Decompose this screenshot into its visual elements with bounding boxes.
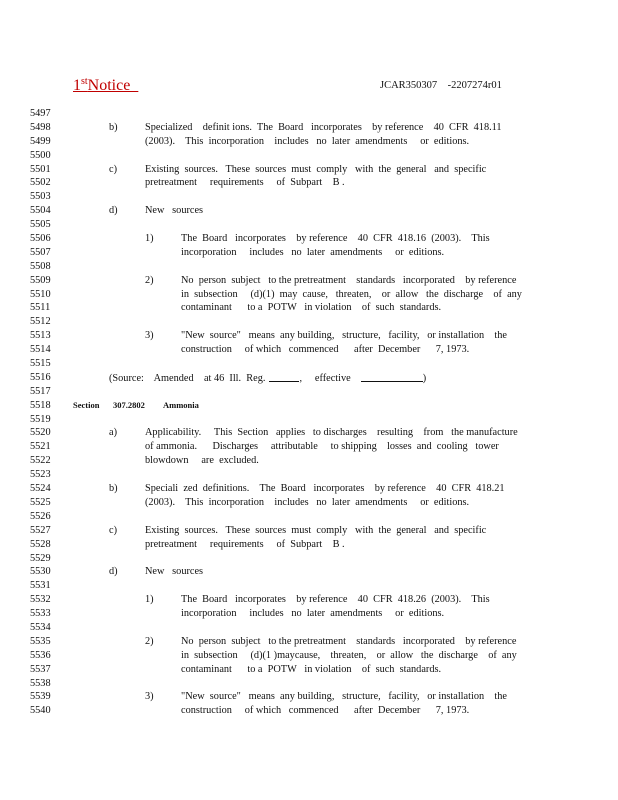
document-line bbox=[0, 176, 618, 190]
line-number: 5528 bbox=[30, 538, 51, 550]
line-number: 5520 bbox=[30, 427, 51, 439]
line-text: incorporation includes no later amendments or editions. bbox=[181, 246, 445, 258]
line-number: 5517 bbox=[30, 385, 51, 397]
section-label: Section bbox=[73, 399, 100, 410]
line-text: "New source" means any building, structure, facility, or installation the bbox=[181, 691, 508, 703]
item-marker: 1) bbox=[145, 233, 154, 245]
document-line bbox=[0, 315, 618, 329]
document-line bbox=[0, 163, 618, 177]
line-number: 5521 bbox=[30, 441, 51, 453]
item-marker: 3) bbox=[145, 691, 154, 703]
document-line bbox=[0, 677, 618, 691]
line-number: 5503 bbox=[30, 191, 51, 203]
document-line bbox=[0, 524, 618, 538]
line-text: No person subject to the pretreatment standards incorporated by reference bbox=[181, 274, 517, 286]
line-number: 5511 bbox=[30, 302, 51, 314]
document-line bbox=[0, 301, 618, 315]
line-text: Applicability. This Section applies to discharges resulting from the manufacture bbox=[145, 427, 518, 439]
document-line bbox=[0, 454, 618, 468]
line-number: 5524 bbox=[30, 483, 51, 495]
line-text: in subsection (d)(1) may cause, threaten, or allow the discharge of any bbox=[181, 288, 522, 300]
subsection-marker: d) bbox=[109, 566, 118, 578]
document-line bbox=[0, 552, 618, 566]
item-marker: 2) bbox=[145, 635, 154, 647]
document-line bbox=[0, 371, 618, 385]
line-text: in subsection (d)(1 )maycause, threaten, or allow the discharge of any bbox=[181, 649, 517, 661]
subsection-marker: b) bbox=[109, 483, 118, 495]
line-number: 5508 bbox=[30, 260, 51, 272]
document-line bbox=[0, 329, 618, 343]
document-line bbox=[0, 482, 618, 496]
line-number: 5529 bbox=[30, 552, 51, 564]
line-number: 5513 bbox=[30, 330, 51, 342]
line-number: 5538 bbox=[30, 677, 51, 689]
subsection-marker: a) bbox=[109, 427, 117, 439]
line-number: 5539 bbox=[30, 691, 51, 703]
document-line bbox=[0, 607, 618, 621]
document-line bbox=[0, 468, 618, 482]
document-line bbox=[0, 426, 618, 440]
item-marker: 1) bbox=[145, 594, 154, 606]
document-line bbox=[0, 385, 618, 399]
line-text: New sources bbox=[145, 566, 204, 578]
document-line bbox=[0, 510, 618, 524]
line-text: No person subject to the pretreatment standards incorporated by reference bbox=[181, 635, 517, 647]
line-number: 5527 bbox=[30, 524, 51, 536]
line-number: 5519 bbox=[30, 413, 51, 425]
line-number: 5536 bbox=[30, 649, 51, 661]
section-title: Ammonia bbox=[163, 399, 199, 410]
document-line bbox=[0, 190, 618, 204]
line-text: pretreatment requirements of Subpart B . bbox=[145, 177, 345, 189]
line-number: 5498 bbox=[30, 121, 51, 133]
line-text: New sources bbox=[145, 205, 204, 217]
document-line bbox=[0, 135, 618, 149]
document-line bbox=[0, 579, 618, 593]
line-number: 5512 bbox=[30, 316, 51, 328]
document-line bbox=[0, 593, 618, 607]
document-line bbox=[0, 274, 618, 288]
line-number: 5530 bbox=[30, 566, 51, 578]
line-text: construction of which commenced after December 7, 1973. bbox=[181, 705, 470, 717]
source-note-text: ) bbox=[422, 372, 427, 384]
subsection-marker: c) bbox=[109, 163, 117, 175]
line-text: of ammonia. Discharges attributable to shipping losses and cooling tower bbox=[145, 441, 499, 453]
line-number: 5540 bbox=[30, 705, 51, 717]
line-number: 5505 bbox=[30, 219, 51, 231]
line-number: 5499 bbox=[30, 135, 51, 147]
line-text: The Board incorporates by reference 40 CFR 418.16 (2003). This bbox=[181, 233, 490, 245]
subsection-marker: d) bbox=[109, 205, 118, 217]
subsection-marker: b) bbox=[109, 121, 118, 133]
line-number: 5501 bbox=[30, 163, 51, 175]
effective-date-blank bbox=[361, 371, 423, 382]
line-number: 5526 bbox=[30, 510, 51, 522]
document-line bbox=[0, 649, 618, 663]
source-note bbox=[109, 371, 426, 386]
document-id: JCAR350307 -2207274r01 bbox=[380, 80, 502, 91]
item-marker: 3) bbox=[145, 330, 154, 342]
line-number: 5532 bbox=[30, 594, 51, 606]
document-line bbox=[0, 149, 618, 163]
line-number: 5522 bbox=[30, 455, 51, 467]
document-line bbox=[0, 121, 618, 135]
source-note-text: , effective bbox=[299, 372, 351, 384]
source-note-text: (Source: Amended at 46 Ill. Reg. bbox=[109, 372, 266, 384]
line-number: 5537 bbox=[30, 663, 51, 675]
line-number: 5518 bbox=[30, 399, 51, 411]
document-line bbox=[0, 260, 618, 274]
document-line bbox=[0, 246, 618, 260]
line-text: contaminant to a POTW in violation of such standards. bbox=[181, 663, 442, 675]
line-number: 5516 bbox=[30, 371, 51, 383]
subsection-marker: c) bbox=[109, 524, 117, 536]
line-text: construction of which commenced after December 7, 1973. bbox=[181, 344, 470, 356]
line-number: 5514 bbox=[30, 344, 51, 356]
line-number: 5506 bbox=[30, 233, 51, 245]
line-number: 5534 bbox=[30, 621, 51, 633]
line-text: Speciali zed definitions. The Board incorporates by reference 40 CFR 418.21 bbox=[145, 483, 505, 495]
document-line bbox=[0, 107, 618, 121]
section-number: 307.2802 bbox=[113, 399, 145, 410]
line-number: 5533 bbox=[30, 608, 51, 620]
register-volume-blank bbox=[269, 371, 299, 382]
line-text: Existing sources. These sources must comply with the general and specific bbox=[145, 524, 487, 536]
document-line bbox=[0, 635, 618, 649]
document-line bbox=[0, 218, 618, 232]
line-number: 5497 bbox=[30, 108, 51, 119]
document-line bbox=[0, 621, 618, 635]
document-line bbox=[0, 663, 618, 677]
line-text: Existing sources. These sources must comply with the general and specific bbox=[145, 163, 487, 175]
document-line bbox=[0, 204, 618, 218]
line-number: 5504 bbox=[30, 205, 51, 217]
line-number: 5502 bbox=[30, 177, 51, 189]
line-text: incorporation includes no later amendments or editions. bbox=[181, 608, 445, 620]
document-line bbox=[0, 496, 618, 510]
document-line bbox=[0, 343, 618, 357]
document-line bbox=[0, 413, 618, 427]
document-line bbox=[0, 357, 618, 371]
document-line bbox=[0, 288, 618, 302]
line-text: (2003). This incorporation includes no later amendments or editions. bbox=[145, 135, 470, 147]
line-number: 5515 bbox=[30, 358, 51, 370]
line-number: 5507 bbox=[30, 246, 51, 258]
line-number: 5525 bbox=[30, 496, 51, 508]
line-number: 5510 bbox=[30, 288, 51, 300]
line-text: Specialized definit ions. The Board incorporates by reference 40 CFR 418.11 bbox=[145, 121, 502, 133]
document-line bbox=[0, 399, 618, 413]
document-line bbox=[0, 704, 618, 718]
line-text: pretreatment requirements of Subpart B . bbox=[145, 538, 345, 550]
document-line bbox=[0, 690, 618, 704]
line-text: (2003). This incorporation includes no later amendments or editions. bbox=[145, 496, 470, 508]
line-number: 5523 bbox=[30, 469, 51, 481]
line-number: 5500 bbox=[30, 149, 51, 161]
line-text: contaminant to a POTW in violation of such standards. bbox=[181, 302, 442, 314]
document-line bbox=[0, 565, 618, 579]
document-body bbox=[0, 107, 618, 718]
document-line bbox=[0, 440, 618, 454]
item-marker: 2) bbox=[145, 274, 154, 286]
line-text: "New source" means any building, structure, facility, or installation the bbox=[181, 330, 508, 342]
first-notice-heading: 1stNotice bbox=[73, 76, 139, 94]
line-number: 5531 bbox=[30, 580, 51, 592]
line-number: 5535 bbox=[30, 635, 51, 647]
document-line bbox=[0, 232, 618, 246]
line-number: 5509 bbox=[30, 274, 51, 286]
line-text: The Board incorporates by reference 40 CFR 418.26 (2003). This bbox=[181, 594, 490, 606]
document-line bbox=[0, 538, 618, 552]
line-text: blowdown are excluded. bbox=[145, 455, 259, 467]
